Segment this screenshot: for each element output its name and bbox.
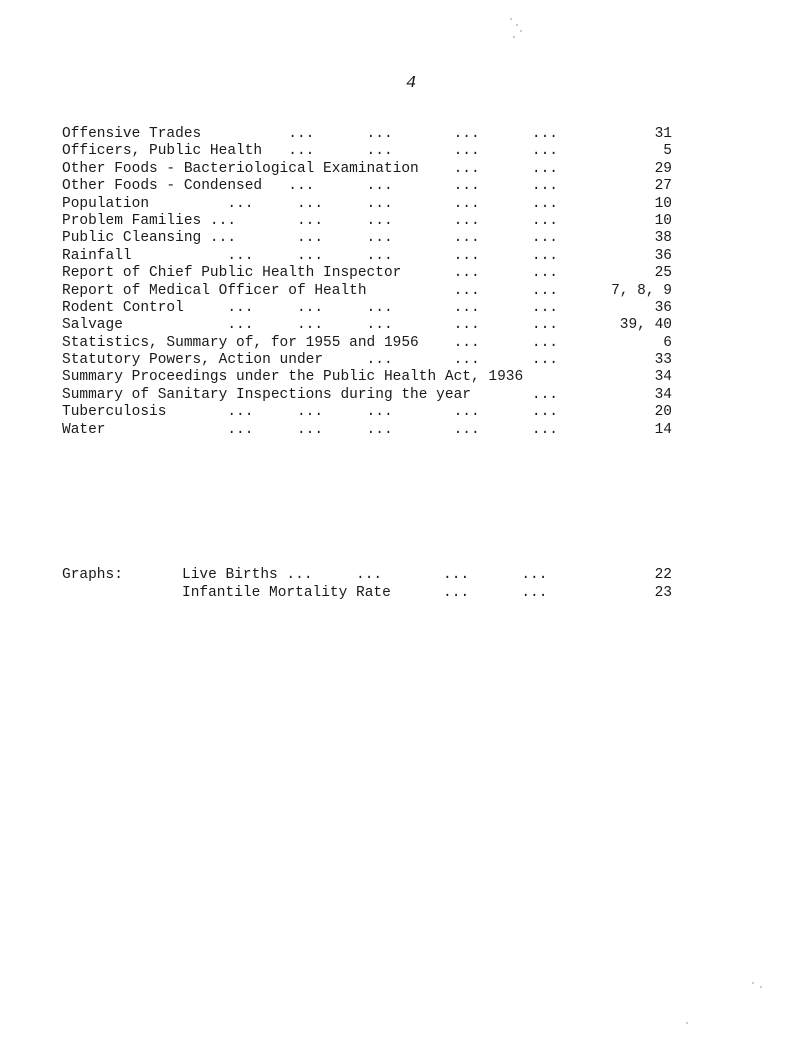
index-entry-page: 39, 40 xyxy=(619,317,672,334)
index-entry-page: 20 xyxy=(654,404,672,421)
index-entry-page: 31 xyxy=(654,126,672,142)
index-entry-page: 10 xyxy=(654,195,672,212)
index-entry-title: Problem Families ... ... ... ... ... xyxy=(62,212,558,229)
index-entry-title: Statutory Powers, Action under ... ... ... xyxy=(62,352,558,369)
index-entry-title: Officers, Public Health ... ... ... ... xyxy=(62,143,558,160)
scan-speck xyxy=(510,18,512,20)
scan-speck xyxy=(520,30,522,32)
graphs-label: Graphs: xyxy=(62,567,123,583)
index-row xyxy=(62,300,672,317)
scan-speck xyxy=(760,986,762,988)
graph-entry-title: Infantile Mortality Rate ... ... xyxy=(182,585,548,601)
index-entry-title: Statistics, Summary of, for 1955 and 1956 ... ... xyxy=(62,334,558,351)
index-entry-page: 6 xyxy=(663,334,672,351)
index-row xyxy=(62,317,672,334)
index-entry-page: 36 xyxy=(654,299,672,316)
index-row xyxy=(62,352,672,369)
index-entry-title: Offensive Trades ... ... ... ... xyxy=(62,126,558,142)
index-row xyxy=(62,404,672,421)
index-list xyxy=(62,126,672,439)
index-entry-title: Report of Medical Officer of Health ... ... xyxy=(62,282,558,299)
graphs-section xyxy=(62,566,672,602)
index-entry-title: Other Foods - Bacteriological Examination ... ... xyxy=(62,160,558,177)
index-entry-title: Public Cleansing ... ... ... ... ... xyxy=(62,230,558,247)
index-entry-page: 34 xyxy=(654,369,672,386)
index-entry-page: 38 xyxy=(654,230,672,247)
index-row xyxy=(62,178,672,195)
index-row xyxy=(62,161,672,178)
index-entry-title: Water ... ... ... ... ... xyxy=(62,421,558,438)
index-entry-page: 34 xyxy=(654,386,672,403)
index-entry-title: Summary of Sanitary Inspections during the year ... xyxy=(62,386,558,403)
scan-speck xyxy=(516,24,518,26)
index-row xyxy=(62,422,672,439)
index-entry-title: Summary Proceedings under the Public Health Act, 1936 xyxy=(62,369,524,386)
index-row xyxy=(62,283,672,300)
graph-entry-page: 22 xyxy=(654,567,672,583)
index-entry-page: 33 xyxy=(654,352,672,369)
scan-speck xyxy=(686,1022,688,1024)
index-entry-page: 25 xyxy=(654,265,672,282)
index-entry-title: Report of Chief Public Health Inspector ... ... xyxy=(62,265,558,282)
index-row xyxy=(62,369,672,386)
index-row xyxy=(62,230,672,247)
index-entry-title: Rodent Control ... ... ... ... ... xyxy=(62,299,558,316)
index-entry-page: 7, 8, 9 xyxy=(611,282,672,299)
graph-entry-row xyxy=(182,566,672,584)
index-row xyxy=(62,126,672,143)
index-entry-page: 36 xyxy=(654,247,672,264)
graph-entry-page: 23 xyxy=(654,585,672,601)
index-entry-page: 29 xyxy=(654,160,672,177)
index-entry-title: Other Foods - Condensed ... ... ... ... xyxy=(62,178,558,195)
scan-speck xyxy=(513,36,515,38)
graph-entry-title: Live Births ... ... ... ... xyxy=(182,567,548,583)
page-number: 4 xyxy=(406,74,417,93)
index-entry-page: 10 xyxy=(654,212,672,229)
index-entry-title: Salvage ... ... ... ... ... xyxy=(62,317,558,334)
index-row xyxy=(62,387,672,404)
graph-entry-row xyxy=(182,584,672,602)
index-row xyxy=(62,143,672,160)
index-entry-page: 14 xyxy=(654,421,672,438)
index-entry-page: 5 xyxy=(663,143,672,160)
index-row xyxy=(62,265,672,282)
index-row xyxy=(62,248,672,265)
index-entry-title: Rainfall ... ... ... ... ... xyxy=(62,247,558,264)
index-entry-title: Tuberculosis ... ... ... ... ... xyxy=(62,404,558,421)
index-row xyxy=(62,196,672,213)
index-entry-page: 27 xyxy=(654,178,672,195)
index-row xyxy=(62,335,672,352)
scan-speck xyxy=(752,982,754,984)
index-row xyxy=(62,213,672,230)
index-entry-title: Population ... ... ... ... ... xyxy=(62,195,558,212)
